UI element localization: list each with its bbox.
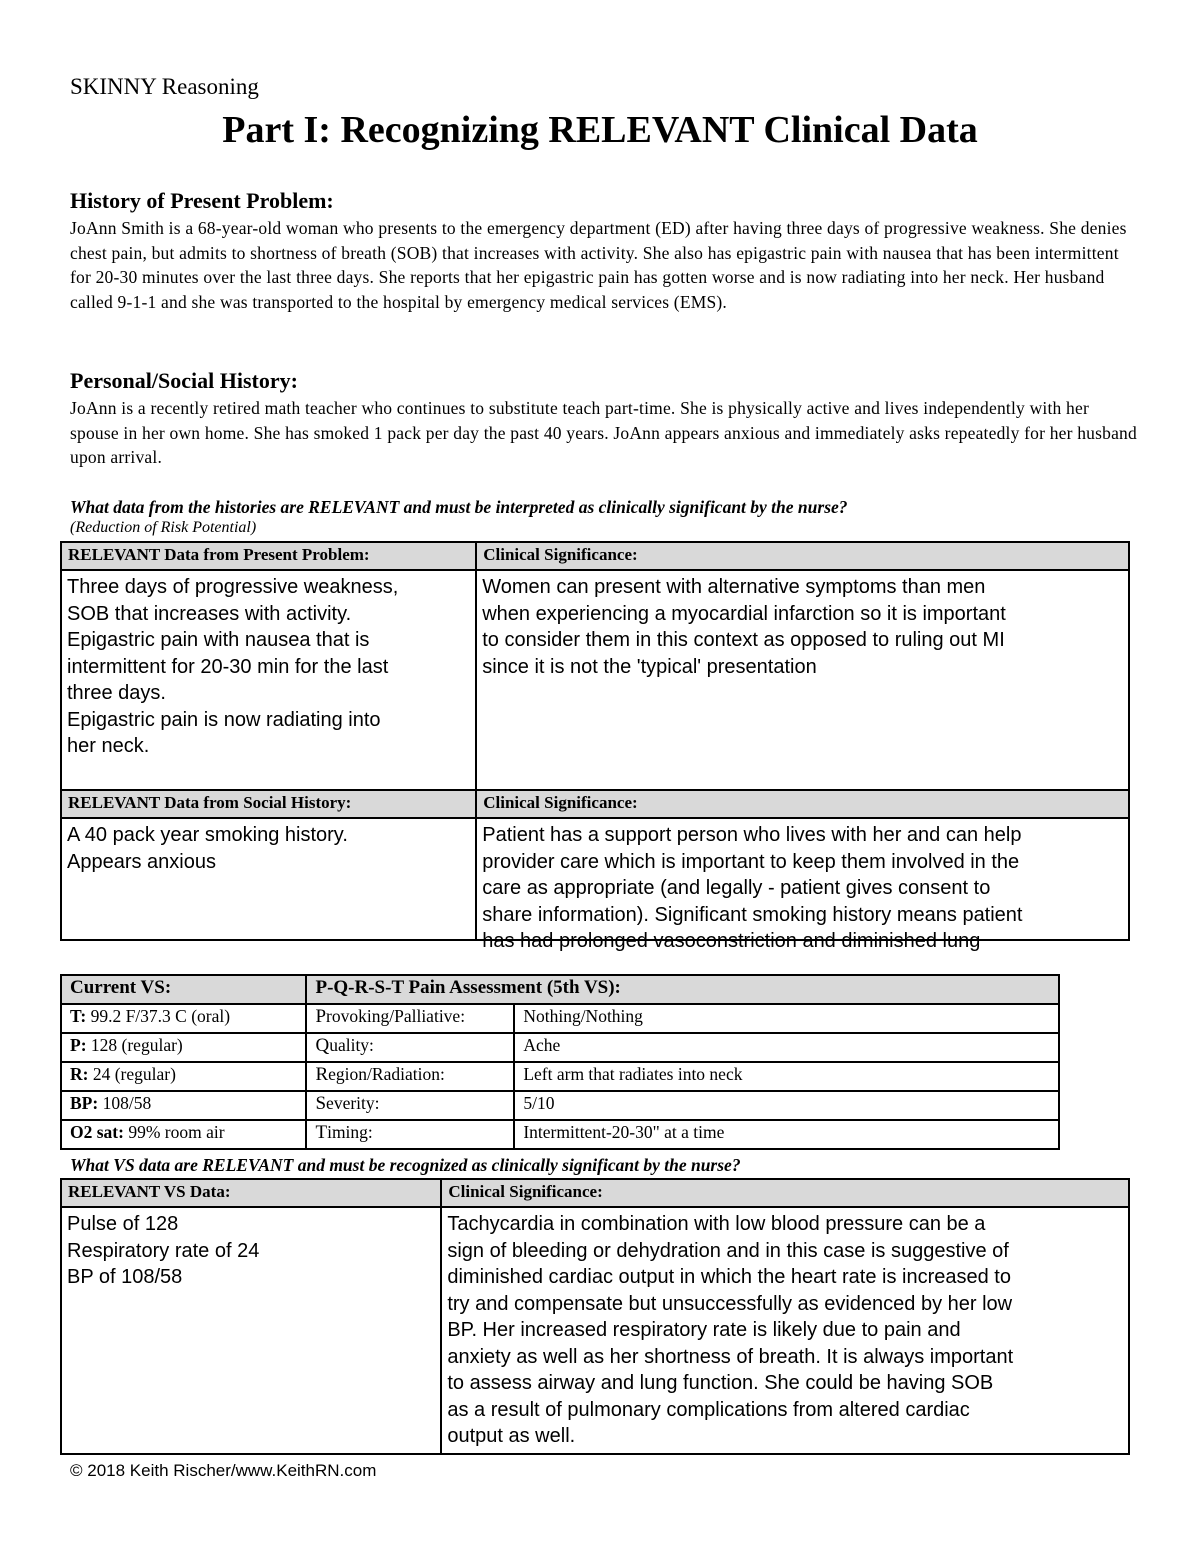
answer-line: as a result of pulmonary complications from altered cardiac [447, 1398, 970, 1421]
vs-value: 99.2 F/37.3 C (oral) [90, 1006, 231, 1026]
current-vs-header: Current VS: [61, 975, 306, 1004]
vs-value: 24 (regular) [92, 1064, 176, 1084]
answer-line: three days. [67, 682, 166, 704]
relevant-vs-header: RELEVANT VS Data: [61, 1179, 441, 1207]
vs-label: BP: [70, 1093, 99, 1113]
vs-label: R: [70, 1064, 89, 1084]
page-title: Part I: Recognizing RELEVANT Clinical Data [222, 109, 978, 151]
vs-cell [61, 1062, 306, 1091]
pain-value: Intermittent-20-30" at a time [514, 1120, 1059, 1149]
answer-line: since it is not the 'typical' presentation [482, 655, 817, 678]
pain-letter: Q [315, 1035, 330, 1056]
pain-label: rovoking/Palliative: [326, 1006, 466, 1026]
pain-letter: S [315, 1093, 327, 1114]
social-significance-header: Clinical Significance: [476, 790, 1129, 818]
history-relevance-question-subtext: (Reduction of Risk Potential) [70, 519, 257, 536]
table-row [61, 1091, 1059, 1120]
history-relevance-question: What data from the histories are RELEVANT and must be interpreted as clinically significant by the nurse? [70, 497, 848, 517]
pain-value: 5/10 [514, 1091, 1059, 1120]
answer-line: has had prolonged vasoconstriction and diminished lung [482, 930, 981, 952]
relevant-vs-significance-header: Clinical Significance: [441, 1179, 1129, 1207]
pain-assessment-header: P-Q-R-S-T Pain Assessment (5th VS): [306, 975, 1059, 1004]
social-history-header: RELEVANT Data from Social History: [61, 790, 476, 818]
pain-label: egion/Radiation: [328, 1064, 445, 1084]
answer-line: when experiencing a myocardial infarction so it is important [482, 602, 1006, 625]
pain-label: iming: [327, 1122, 373, 1142]
vital-signs-table [60, 974, 1060, 1150]
present-problem-header: RELEVANT Data from Present Problem: [61, 542, 476, 570]
answer-line: SOB that increases with activity. [67, 602, 352, 625]
relevant-vs-data-cell[interactable] [61, 1207, 441, 1454]
personal-social-history-heading: Personal/Social History: [70, 368, 298, 393]
table-row [61, 1062, 1059, 1091]
vs-label: T: [70, 1006, 87, 1026]
social-history-data-cell[interactable] [61, 818, 476, 940]
answer-line: Pulse of 128 [67, 1213, 179, 1235]
pain-letter: P [315, 1006, 327, 1027]
pain-label-cell [306, 1004, 514, 1033]
vs-label: O2 sat: [70, 1122, 124, 1142]
history-relevance-table [60, 541, 1130, 952]
vs-cell [61, 1091, 306, 1120]
table-row [61, 1033, 1059, 1062]
pain-value: Nothing/Nothing [514, 1004, 1059, 1033]
vs-relevance-question: What VS data are RELEVANT and must be recognized as clinically significant by the nurse? [70, 1155, 741, 1175]
answer-line: share information). Significant smoking history means patient [482, 903, 1023, 926]
answer-line: Respiratory rate of 24 [67, 1239, 260, 1262]
table-row [61, 1004, 1059, 1033]
pain-letter: T [315, 1122, 328, 1143]
answer-line: her neck. [67, 735, 150, 757]
answer-line: Three days of progressive weakness, [67, 576, 399, 598]
document-label: SKINNY Reasoning [70, 74, 259, 99]
pain-label: uality: [329, 1035, 374, 1055]
vs-cell [61, 1033, 306, 1062]
answer-line: try and compensate but unsuccessfully as evidenced by her low [447, 1292, 1013, 1315]
relevant-vs-significance-cell[interactable] [441, 1207, 1129, 1454]
answer-line: BP of 108/58 [67, 1266, 183, 1288]
answer-line: to assess airway and lung function. She could be having SOB [447, 1372, 994, 1394]
present-significance-header: Clinical Significance: [476, 542, 1129, 570]
pain-label: everity: [326, 1093, 380, 1113]
pain-letter: R [315, 1064, 329, 1085]
pain-label-cell [306, 1033, 514, 1062]
social-significance-cell[interactable] [476, 818, 1129, 952]
vs-value: 128 (regular) [90, 1035, 183, 1055]
answer-line: anxiety as well as her shortness of breath. It is always important [447, 1345, 1014, 1368]
answer-line: Patient has a support person who lives with her and can help [482, 824, 1022, 846]
pain-value: Ache [514, 1033, 1059, 1062]
answer-line: diminished cardiac output in which the heart rate is increased to [447, 1266, 1011, 1288]
pain-label-cell [306, 1062, 514, 1091]
answer-line: BP. Her increased respiratory rate is likely due to pain and [447, 1319, 961, 1341]
vs-cell [61, 1120, 306, 1149]
answer-line: intermittent for 20-30 min for the last [67, 655, 389, 678]
present-problem-data-cell[interactable] [61, 570, 476, 790]
answer-line: to consider them in this context as opposed to ruling out MI [482, 629, 1005, 651]
answer-line: A 40 pack year smoking history. [67, 824, 348, 846]
pain-label-cell [306, 1091, 514, 1120]
answer-line: Women can present with alternative symptoms than men [482, 576, 986, 598]
answer-line: care as appropriate (and legally - patient gives consent to [482, 877, 991, 899]
answer-line: Tachycardia in combination with low blood pressure can be a [447, 1213, 986, 1235]
relevant-vs-table [60, 1178, 1130, 1455]
answer-line: Epigastric pain with nausea that is [67, 629, 370, 651]
answer-line: Epigastric pain is now radiating into [67, 708, 381, 731]
pain-label-cell [306, 1120, 514, 1149]
answer-line: provider care which is important to keep them involved in the [482, 850, 1020, 873]
present-significance-cell[interactable] [476, 570, 1129, 790]
vs-value: 99% room air [128, 1122, 225, 1142]
history-present-problem-heading: History of Present Problem: [70, 188, 334, 213]
table-row [61, 1120, 1059, 1149]
pain-value: Left arm that radiates into neck [514, 1062, 1059, 1091]
copyright-footer: © 2018 Keith Rischer/www.KeithRN.com [70, 1461, 377, 1480]
answer-line: Appears anxious [67, 850, 216, 873]
vs-label: P: [70, 1035, 87, 1055]
personal-social-history-text: JoAnn is a recently retired math teacher who continues to substitute teach part-time. She is physically active and lives independently with her spouse in her own home. She has smoked 1 pack per day the past 40 years. JoAnn appears anxious and immediately asks repeatedly for her husband upon arrival. [70, 398, 1137, 467]
vs-value: 108/58 [102, 1093, 152, 1113]
answer-line: sign of bleeding or dehydration and in this case is suggestive of [447, 1239, 1009, 1262]
answer-line: output as well. [447, 1425, 576, 1447]
history-present-problem-text: JoAnn Smith is a 68-year-old woman who presents to the emergency department (ED) after having three days of progressive weakness. She denies chest pain, but admits to shortness of breath (SOB) that increases with activity. She also has epigastric pain with nausea that has been intermittent for 20-30 minutes over the last three days. She reports that her epigastric pain has gotten worse and is now radiating into her neck. Her husband called 9-1-1 and she was transported to the hospital by emergency medical services (EMS). [70, 218, 1127, 312]
vs-cell [61, 1004, 306, 1033]
